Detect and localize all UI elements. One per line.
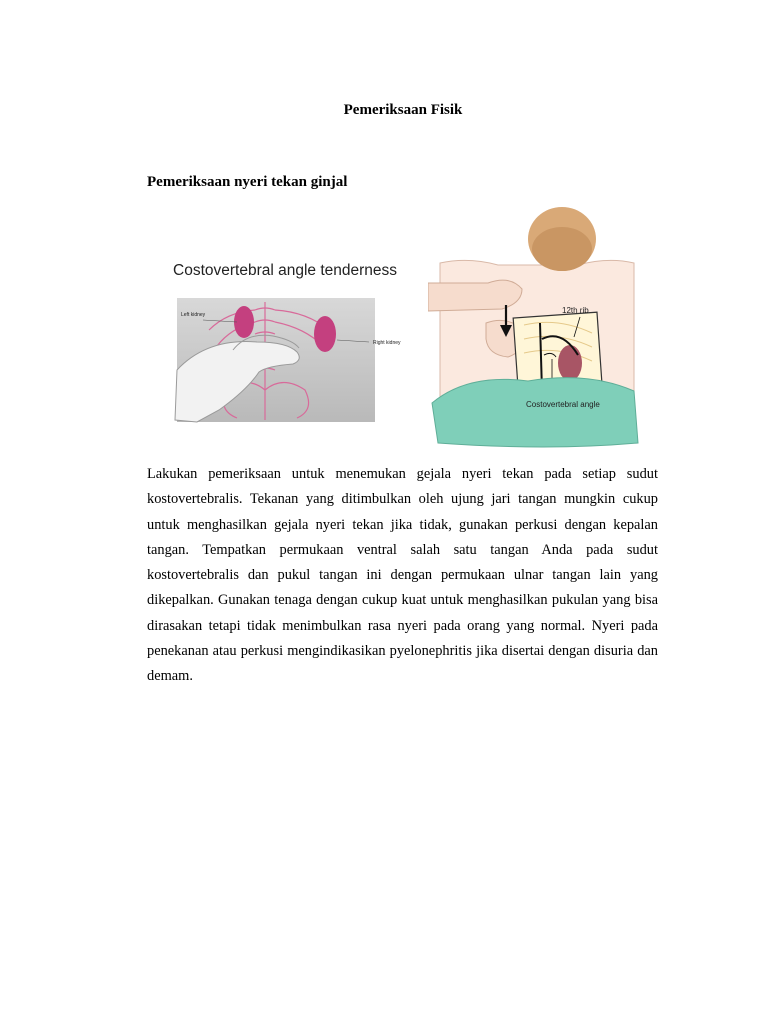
costovertebral-illustration-right [428,205,640,450]
page-title: Pemeriksaan Fisik [343,102,463,118]
figure-caption: Costovertebral angle tenderness [173,262,398,279]
section-heading: Pemeriksaan nyeri tekan ginjal [147,174,348,190]
left-kidney-label: Left kidney [181,312,206,318]
costovertebral-illustration-left [147,250,409,445]
right-kidney-label: Right kidney [373,340,401,346]
twelfth-rib-label: 12th rib [562,306,589,315]
back-kidney-diagram [147,250,409,445]
costovertebral-angle-label: Costovertebral angle [526,400,600,409]
body-paragraph: Lakukan pemeriksaan untuk menemukan gejala nyeri tekan pada setiap sudut kostovertebralis. Tekanan yang ditimbulkan oleh ujung jari tangan mungkin cukup untuk menghasilkan gejala nyeri tekan jika tidak, gunakan perkusi dengan kepalan tangan. Tempatkan permukaan ventral salah satu tangan Anda pada sudut kostovertebralis dan pukul tangan ini dengan permukaan ulnar tangan lain yang dikepalkan. Gunakan tenaga dengan cukup kuat untuk menghasilkan pukulan yang bisa dirasakan tetapi tidak menimbulkan rasa nyeri pada orang yang normal. Nyeri pada penekanan atau perkusi mengindikasikan pyelonephritis jika disertai dengan disuria dan demam. [147,466,658,685]
patient-back-diagram [428,205,640,450]
